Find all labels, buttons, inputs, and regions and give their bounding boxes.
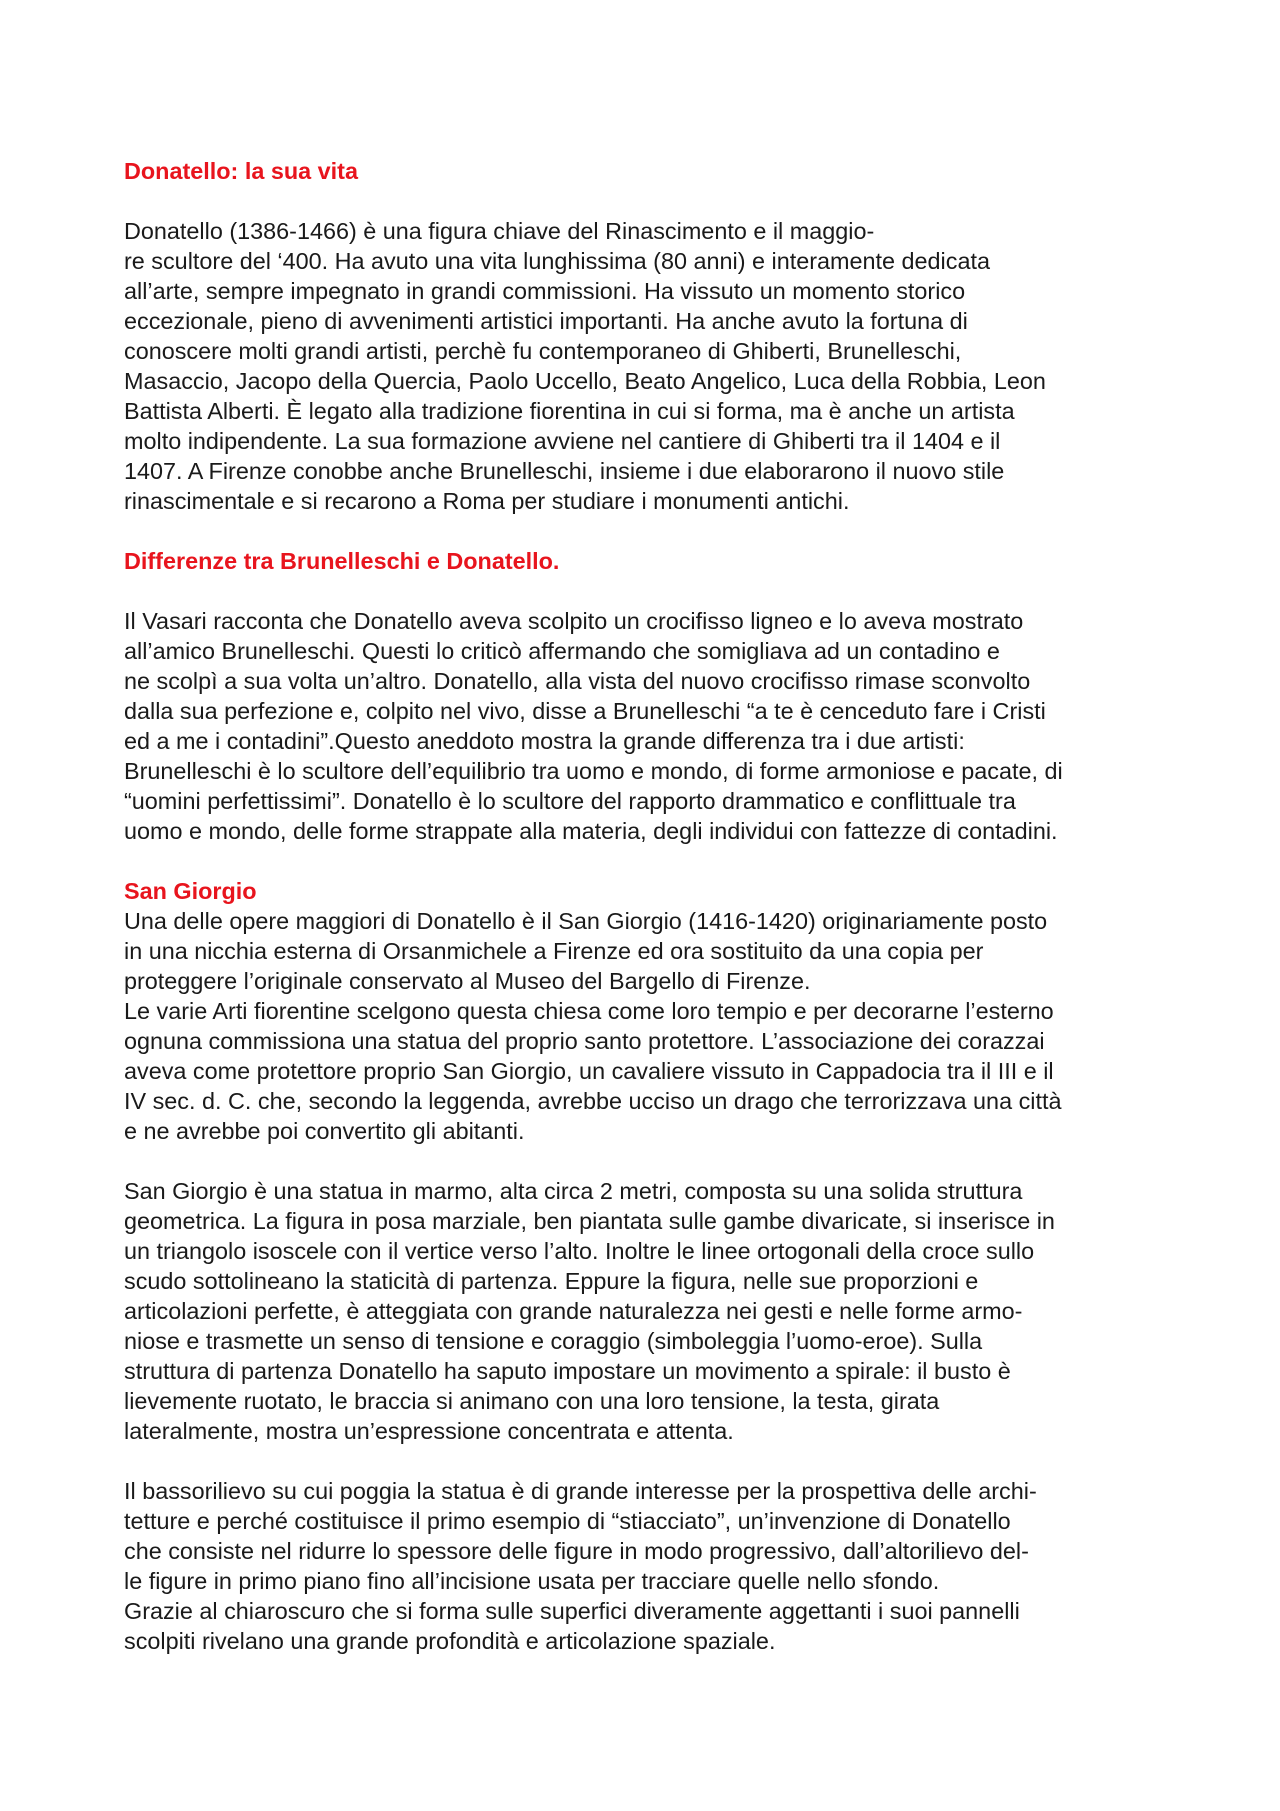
spacer xyxy=(124,1446,1184,1476)
text-line: le figure in primo piano fino all’incisione usata per tracciare quelle nello sfondo. xyxy=(124,1568,940,1594)
text-line: Masaccio, Jacopo della Quercia, Paolo Uccello, Beato Angelico, Luca della Robbia, Leon xyxy=(124,368,1046,394)
text-line: all’arte, sempre impegnato in grandi commissioni. Ha vissuto un momento storico xyxy=(124,278,966,304)
text-line: Le varie Arti fiorentine scelgono questa chiesa come loro tempio e per decorarne l’esterno xyxy=(124,998,1054,1024)
text-line: all’amico Brunelleschi. Questi lo criticò affermando che somigliava ad un contadino e xyxy=(124,638,1000,664)
paragraph-san-giorgio-statue xyxy=(124,1176,1184,1446)
paragraph-differences xyxy=(124,606,1184,846)
text-line: scolpiti rivelano una grande profondità e articolazione spaziale. xyxy=(124,1628,776,1654)
text-line: Battista Alberti. È legato alla tradizione fiorentina in cui si forma, ma è anche un artista xyxy=(124,398,1015,424)
text-line: Grazie al chiaroscuro che si forma sulle superfici diveramente aggettanti i suoi pannelli xyxy=(124,1598,1020,1624)
text-line: un triangolo isoscele con il vertice verso l’alto. Inoltre le linee ortogonali della croce sullo xyxy=(124,1238,1035,1264)
text-line: Donatello (1386-1466) è una figura chiave del Rinascimento e il maggio- xyxy=(124,218,875,244)
text-line: tetture e perché costituisce il primo esempio di “stiacciato”, un’invenzione di Donatello xyxy=(124,1508,1011,1534)
spacer xyxy=(124,516,1184,546)
section-heading-san-giorgio: San Giorgio xyxy=(124,878,257,904)
text-line: re scultore del ‘400. Ha avuto una vita lunghissima (80 anni) e interamente dedicata xyxy=(124,248,990,274)
text-line: uomo e mondo, delle forme strappate alla materia, degli individui con fattezze di contadini. xyxy=(124,818,1058,844)
paragraph-san-giorgio-intro xyxy=(124,906,1184,1146)
text-line: geometrica. La figura in posa marziale, ben piantata sulle gambe divaricate, si inserisce in xyxy=(124,1208,1055,1234)
text-line: dalla sua perfezione e, colpito nel vivo, disse a Brunelleschi “a te è cenceduto fare i Cristi xyxy=(124,698,1046,724)
paragraph-life xyxy=(124,216,1184,516)
paragraph-san-giorgio-relief xyxy=(124,1476,1184,1656)
spacer xyxy=(124,846,1184,876)
text-line: e ne avrebbe poi convertito gli abitanti. xyxy=(124,1118,525,1144)
text-line: 1407. A Firenze conobbe anche Brunelleschi, insieme i due elaborarono il nuovo stile xyxy=(124,458,1005,484)
text-line: niose e trasmette un senso di tensione e coraggio (simboleggia l’uomo-eroe). Sulla xyxy=(124,1328,983,1354)
text-line: Il bassorilievo su cui poggia la statua è di grande interesse per la prospettiva delle archi- xyxy=(124,1478,1037,1504)
text-line: struttura di partenza Donatello ha saputo impostare un movimento a spirale: il busto è xyxy=(124,1358,1011,1384)
spacer xyxy=(124,1146,1184,1176)
text-line: lievemente ruotato, le braccia si animano con una loro tensione, la testa, girata xyxy=(124,1388,940,1414)
text-line: articolazioni perfette, è atteggiata con grande naturalezza nei gesti e nelle forme armo- xyxy=(124,1298,1023,1324)
text-line: rinascimentale e si recarono a Roma per studiare i monumenti antichi. xyxy=(124,488,850,514)
document-page xyxy=(124,156,1184,1656)
text-line: molto indipendente. La sua formazione avviene nel cantiere di Ghiberti tra il 1404 e il xyxy=(124,428,1001,454)
text-line: San Giorgio è una statua in marmo, alta circa 2 metri, composta su una solida struttura xyxy=(124,1178,1023,1204)
text-line: Il Vasari racconta che Donatello aveva scolpito un crocifisso ligneo e lo aveva mostrato xyxy=(124,608,1024,634)
text-line: lateralmente, mostra un’espressione concentrata e attenta. xyxy=(124,1418,734,1444)
text-line: “uomini perfettissimi”. Donatello è lo scultore del rapporto drammatico e conflittuale tra xyxy=(124,788,1016,814)
text-line: IV sec. d. C. che, secondo la leggenda, avrebbe ucciso un drago che terrorizzava una città xyxy=(124,1088,1062,1114)
text-line: eccezionale, pieno di avvenimenti artistici importanti. Ha anche avuto la fortuna di xyxy=(124,308,968,334)
text-line: ed a me i contadini”.Questo aneddoto mostra la grande differenza tra i due artisti: xyxy=(124,728,965,754)
section-heading-differences: Differenze tra Brunelleschi e Donatello. xyxy=(124,548,560,574)
spacer xyxy=(124,576,1184,606)
text-line: Una delle opere maggiori di Donatello è il San Giorgio (1416-1420) originariamente posto xyxy=(124,908,1048,934)
section-heading-life: Donatello: la sua vita xyxy=(124,158,358,184)
text-line: Brunelleschi è lo scultore dell’equilibrio tra uomo e mondo, di forme armoniose e pacate, di xyxy=(124,758,1063,784)
text-line: ognuna commissiona una statua del proprio santo protettore. L’associazione dei corazzai xyxy=(124,1028,1045,1054)
text-line: che consiste nel ridurre lo spessore delle figure in modo progressivo, dall’altorilievo del- xyxy=(124,1538,1029,1564)
text-line: in una nicchia esterna di Orsanmichele a Firenze ed ora sostituito da una copia per xyxy=(124,938,984,964)
text-line: conoscere molti grandi artisti, perchè fu contemporaneo di Ghiberti, Brunelleschi, xyxy=(124,338,962,364)
spacer xyxy=(124,186,1184,216)
text-line: scudo sottolineano la staticità di partenza. Eppure la figura, nelle sue proporzioni e xyxy=(124,1268,979,1294)
text-line: ne scolpì a sua volta un’altro. Donatello, alla vista del nuovo crocifisso rimase sconvolto xyxy=(124,668,1031,694)
text-line: aveva come protettore proprio San Giorgio, un cavaliere vissuto in Cappadocia tra il III e il xyxy=(124,1058,1054,1084)
text-line: proteggere l’originale conservato al Museo del Bargello di Firenze. xyxy=(124,968,811,994)
